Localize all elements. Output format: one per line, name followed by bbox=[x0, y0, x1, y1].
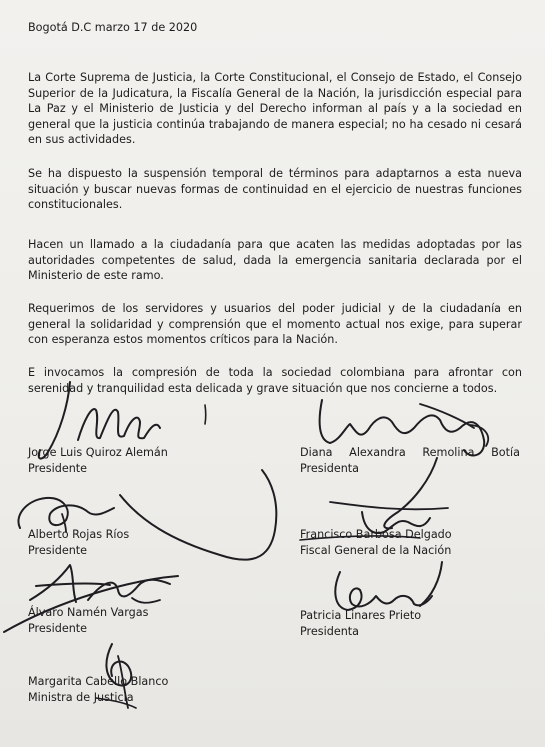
paragraph-closing: E invocamos la compresión de toda la sociedad colombiana para afrontar con serenidad y tranquilidad esta delicada y grave situación que nos concierne a todos. bbox=[28, 366, 522, 395]
signatory-block-cabello bbox=[28, 674, 168, 705]
signatory-block-quiroz bbox=[28, 445, 168, 476]
paragraph-call-to-citizens: Hacen un llamado a la ciudadanía para que acaten las medidas adoptadas por las autoridades competentes de salud, dada la emergencia sanitaria declarada por el Ministerio de este ramo. bbox=[28, 238, 522, 283]
signatory-name: Margarita Cabello Blanco bbox=[28, 675, 169, 688]
signatory-role: Presidenta bbox=[300, 461, 360, 475]
signatory-block-namen bbox=[28, 605, 148, 636]
signatory-name: Jorge Luis Quiroz Alemán bbox=[28, 446, 168, 459]
signatory-name bbox=[300, 445, 520, 461]
signatory-block-barbosa bbox=[300, 527, 452, 558]
name-part: Botía bbox=[491, 446, 520, 459]
signature-linares bbox=[335, 562, 442, 610]
signatory-role: Presidente bbox=[28, 621, 88, 635]
paragraph-suspension: Se ha dispuesto la suspensión temporal de términos para adaptarnos a esta nueva situación y buscar nuevas formas de continuidad en el ejercicio de nuestras funciones constitucionales. bbox=[28, 167, 522, 212]
signatory-role: Ministra de Justicia bbox=[28, 690, 134, 704]
document-date: Bogotá D.C marzo 17 de 2020 bbox=[28, 21, 198, 34]
name-part: Remolina bbox=[422, 446, 475, 459]
signatory-block-remolina bbox=[300, 445, 520, 476]
signatory-block-linares bbox=[300, 608, 421, 639]
signatory-role: Presidente bbox=[28, 543, 88, 557]
signatory-role: Fiscal General de la Nación bbox=[300, 543, 452, 557]
paragraph-announcement: La Corte Suprema de Justicia, la Corte Constitucional, el Consejo de Estado, el Consejo Superior de la Judicatura, la Fiscalía General de la Nación, la jurisdicción especial para La Paz y el Ministerio de Justicia y del Derecho informan al país y a la sociedad en general que la justicia continúa trabajando de manera especial; no ha cesado ni cesará en sus actividades. bbox=[28, 71, 522, 147]
signatory-name: Alberto Rojas Ríos bbox=[28, 528, 130, 541]
name-part: Alexandra bbox=[349, 446, 406, 459]
signatory-name: Patricia Linares Prieto bbox=[300, 609, 422, 622]
paragraph-solidarity: Requerimos de los servidores y usuarios del poder judicial y de la ciudadanía en general la solidaridad y comprensión que el momento actual nos exige, para superar con esperanza estos momentos críticos para la Nación. bbox=[28, 302, 522, 347]
signatory-name: Álvaro Namén Vargas bbox=[28, 606, 149, 619]
signatory-role: Presidente bbox=[28, 461, 88, 475]
signatory-role: Presidenta bbox=[300, 624, 360, 638]
signatory-block-rojas bbox=[28, 527, 129, 558]
name-part: Diana bbox=[300, 446, 333, 459]
signatory-name: Francisco Barbosa Delgado bbox=[300, 528, 452, 541]
